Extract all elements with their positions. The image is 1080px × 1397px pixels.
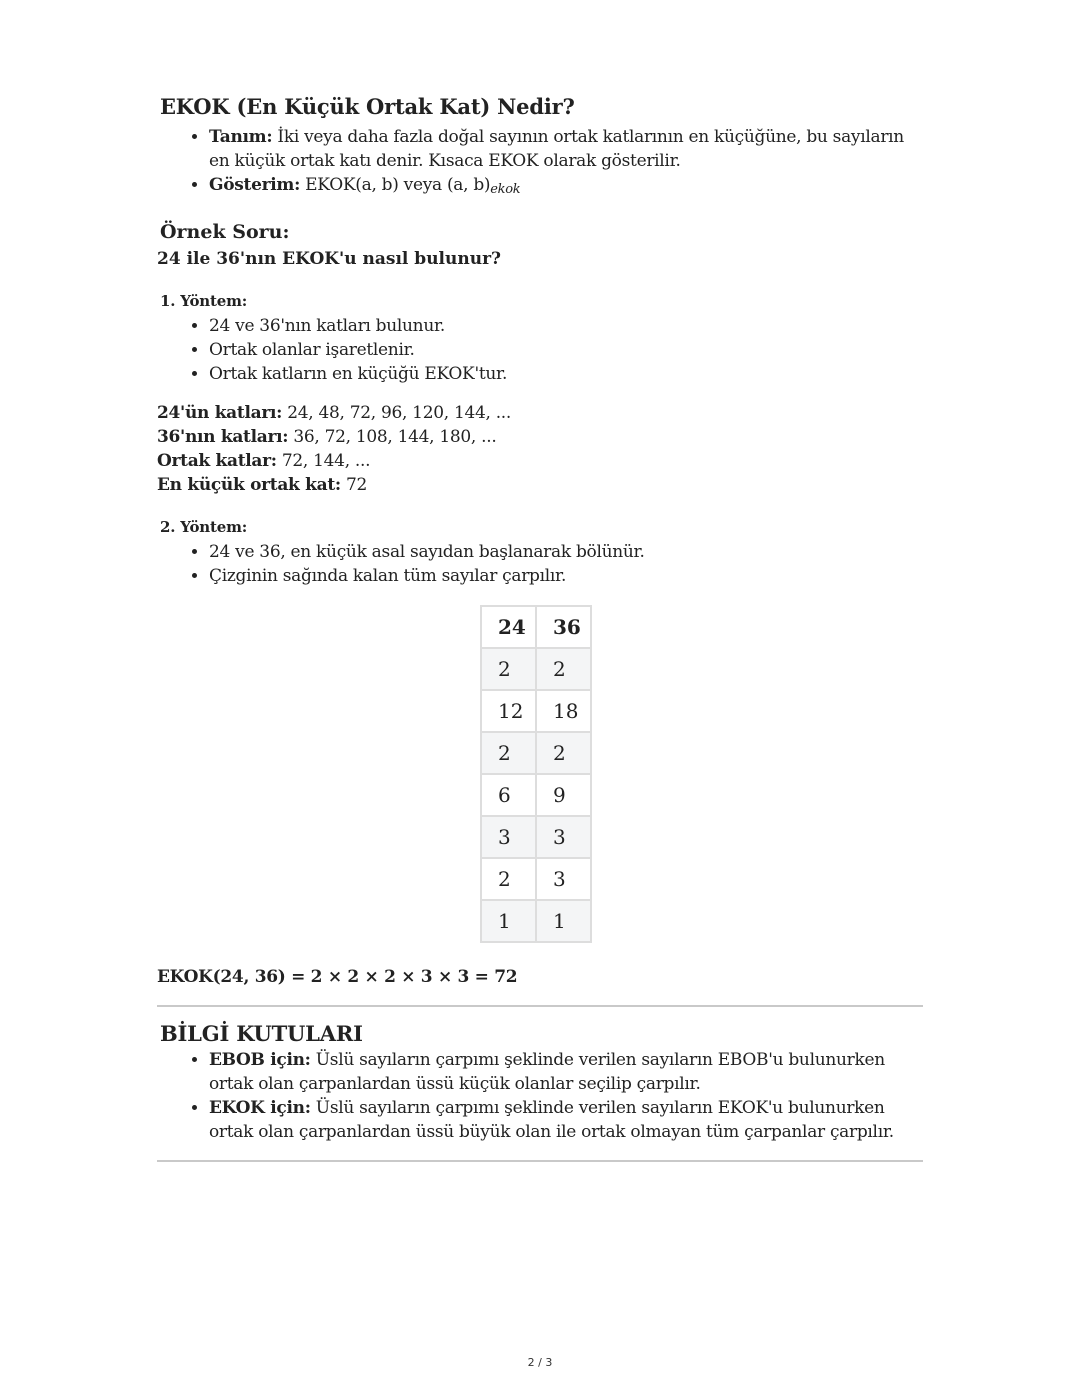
table-cell: 3 [536, 816, 591, 858]
list-item: • Çizginin sağında kalan tüm sayılar çarpılır. [209, 564, 927, 588]
table-cell: 24 [481, 606, 536, 648]
item-label: Gösterim: [209, 175, 301, 195]
table-cell: 2 [481, 858, 536, 900]
result-value: 72, 144, ... [276, 451, 371, 471]
method2-title: 2. Yöntem: [160, 518, 248, 536]
item-text: Üslü sayıların çarpımı şeklinde verilen sayıların EKOK'u bulunurken ortak olan çarpanlardan üssü büyük olan ile ortak olmayan tüm çarpanlar çarpılır. [209, 1098, 894, 1142]
page-number: 2 / 3 [527, 1356, 553, 1369]
list-item [209, 1048, 927, 1096]
list-item [209, 125, 927, 173]
result-line [157, 449, 927, 473]
table-row [481, 816, 591, 858]
item-text: Üslü sayıların çarpımı şeklinde verilen sayıların EBOB'u bulunurken ortak olan çarpanlardan üssü küçük olanlar seçilip çarpılır. [209, 1050, 885, 1094]
method2-steps [157, 540, 927, 588]
list-item: • 24 ve 36'nın katları bulunur. [209, 314, 927, 338]
table-cell: 2 [481, 648, 536, 690]
list-item: • Ortak katların en küçüğü EKOK'tur. [209, 362, 927, 386]
table-cell: 1 [481, 900, 536, 942]
division-table [480, 605, 592, 943]
item-text: EKOK(a, b) veya (a, b) [300, 175, 491, 195]
table-cell: 3 [481, 816, 536, 858]
divider [157, 1160, 923, 1162]
result-line [157, 425, 927, 449]
result-value: 72 [340, 475, 368, 495]
result-label: 36'nın katları: [157, 427, 289, 447]
example-question: 24 ile 36'nın EKOK'u nasıl bulunur? [157, 249, 502, 269]
table-cell: 18 [536, 690, 591, 732]
result-label: Ortak katlar: [157, 451, 277, 471]
table-cell: 2 [536, 732, 591, 774]
list-item: • 24 ve 36, en küçük asal sayıdan başlanarak bölünür. [209, 540, 927, 564]
table-row [481, 900, 591, 942]
table-row [481, 690, 591, 732]
definition-list [157, 125, 927, 202]
result-line [157, 401, 927, 425]
table-cell: 6 [481, 774, 536, 816]
table-cell: 2 [536, 648, 591, 690]
example-title: Örnek Soru: [160, 221, 290, 243]
list-item: • Ortak olanlar işaretlenir. [209, 338, 927, 362]
table-cell: 2 [481, 732, 536, 774]
ekok-formula: EKOK(24, 36) = 2 × 2 × 2 × 3 × 3 = 72 [157, 967, 518, 987]
method1-steps [157, 314, 927, 386]
method1-title: 1. Yöntem: [160, 292, 248, 310]
list-item [209, 173, 927, 202]
table-row [481, 774, 591, 816]
table-cell: 36 [536, 606, 591, 648]
table-header-row [481, 606, 591, 648]
result-line [157, 473, 927, 497]
section-title: EKOK (En Küçük Ortak Kat) Nedir? [160, 94, 575, 119]
list-item [209, 1096, 927, 1144]
item-label: EKOK için: [209, 1098, 311, 1118]
result-label: 24'ün katları: [157, 403, 283, 423]
table-row [481, 648, 591, 690]
result-value: 24, 48, 72, 96, 120, 144, ... [282, 403, 512, 423]
item-label: Tanım: [209, 127, 273, 147]
table-cell: 3 [536, 858, 591, 900]
result-value: 36, 72, 108, 144, 180, ... [288, 427, 497, 447]
info-list [157, 1048, 927, 1144]
table-cell: 12 [481, 690, 536, 732]
result-label: En küçük ortak kat: [157, 475, 341, 495]
info-title: BİLGİ KUTULARI [160, 1021, 363, 1046]
table-cell: 1 [536, 900, 591, 942]
table-row [481, 732, 591, 774]
table-cell: 9 [536, 774, 591, 816]
table-row [481, 858, 591, 900]
subscript: ekok [490, 182, 521, 197]
method1-results [157, 401, 927, 497]
item-text: İki veya daha fazla doğal sayının ortak katlarının en küçüğüne, bu sayıların en küçük ortak katı denir. Kısaca EKOK olarak gösterilir. [209, 127, 904, 171]
item-label: EBOB için: [209, 1050, 311, 1070]
document-page [157, 94, 927, 1162]
